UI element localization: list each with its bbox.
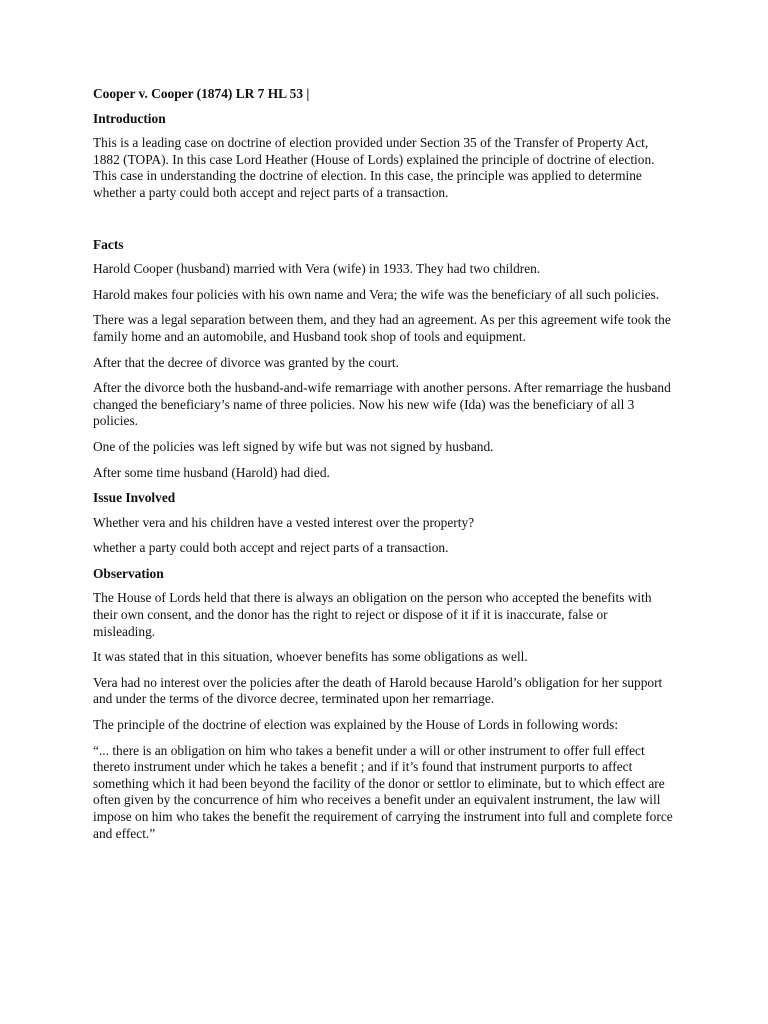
quotation-paragraph: “... there is an obligation on him who takes a benefit under a will or other instrument to offer full effect thereto instrument under which he takes a benefit ; and if it’s found that instrument purports to affect something which it had been beyond the facility of the donor or settlor to eliminate, but to which effect are often given by the concurrence of him who receives a benefit under an equivalent instrument, the law will impose on him who takes the benefit the requirement of carrying the instrument into full and complete force and effect.” xyxy=(93,742,673,841)
issue-paragraph: whether a party could both accept and reject parts of a transaction. xyxy=(93,540,449,556)
facts-paragraph: There was a legal separation between them, and they had an agreement. As per this agreement wife took the family home and an automobile, and Husband took shop of tools and equipment. xyxy=(93,312,671,344)
document-title: Cooper v. Cooper (1874) LR 7 HL 53 | xyxy=(93,86,310,101)
heading-facts: Facts xyxy=(93,236,124,252)
introduction-paragraph: This is a leading case on doctrine of election provided under Section 35 of the Transfer of Property Act, 1882 (TOPA). In this case Lord Heather (House of Lords) explained the principle of doctrine of election. This case in understanding the doctrine of election. In this case, the principle was applied to determine whether a party could both accept and reject parts of a transaction. xyxy=(93,135,655,200)
facts-paragraph: After the divorce both the husband-and-wife remarriage with another persons. After remarriage the husband changed the beneficiary’s name of three policies. Now his new wife (Ida) was the beneficiary of all 3 policies. xyxy=(93,380,671,429)
section-spacer xyxy=(93,211,673,237)
facts-paragraph: After that the decree of divorce was granted by the court. xyxy=(93,354,399,370)
facts-paragraph: After some time husband (Harold) had died. xyxy=(93,464,330,480)
heading-issue-involved: Issue Involved xyxy=(93,490,176,506)
facts-paragraph: Harold Cooper (husband) married with Vera (wife) in 1933. They had two children. xyxy=(93,261,541,277)
observation-paragraph: Vera had no interest over the policies after the death of Harold because Harold’s obligation for her support and under the terms of the divorce decree, terminated upon her remarriage. xyxy=(93,674,663,707)
document-page xyxy=(93,86,673,851)
observation-paragraph: The House of Lords held that there is always an obligation on the person who accepted the benefits with their own consent, and the donor has the right to reject or dispose of it if it is inaccurate, false or misleading. xyxy=(93,590,652,639)
observation-paragraph: It was stated that in this situation, whoever benefits has some obligations as well. xyxy=(93,649,528,665)
observation-paragraph: The principle of the doctrine of election was explained by the House of Lords in following words: xyxy=(93,717,619,733)
issue-paragraph: Whether vera and his children have a vested interest over the property? xyxy=(93,514,475,530)
heading-observation: Observation xyxy=(93,565,164,581)
facts-paragraph: Harold makes four policies with his own name and Vera; the wife was the beneficiary of all such policies. xyxy=(93,286,660,302)
facts-paragraph: One of the policies was left signed by wife but was not signed by husband. xyxy=(93,438,494,454)
heading-introduction: Introduction xyxy=(93,110,166,126)
